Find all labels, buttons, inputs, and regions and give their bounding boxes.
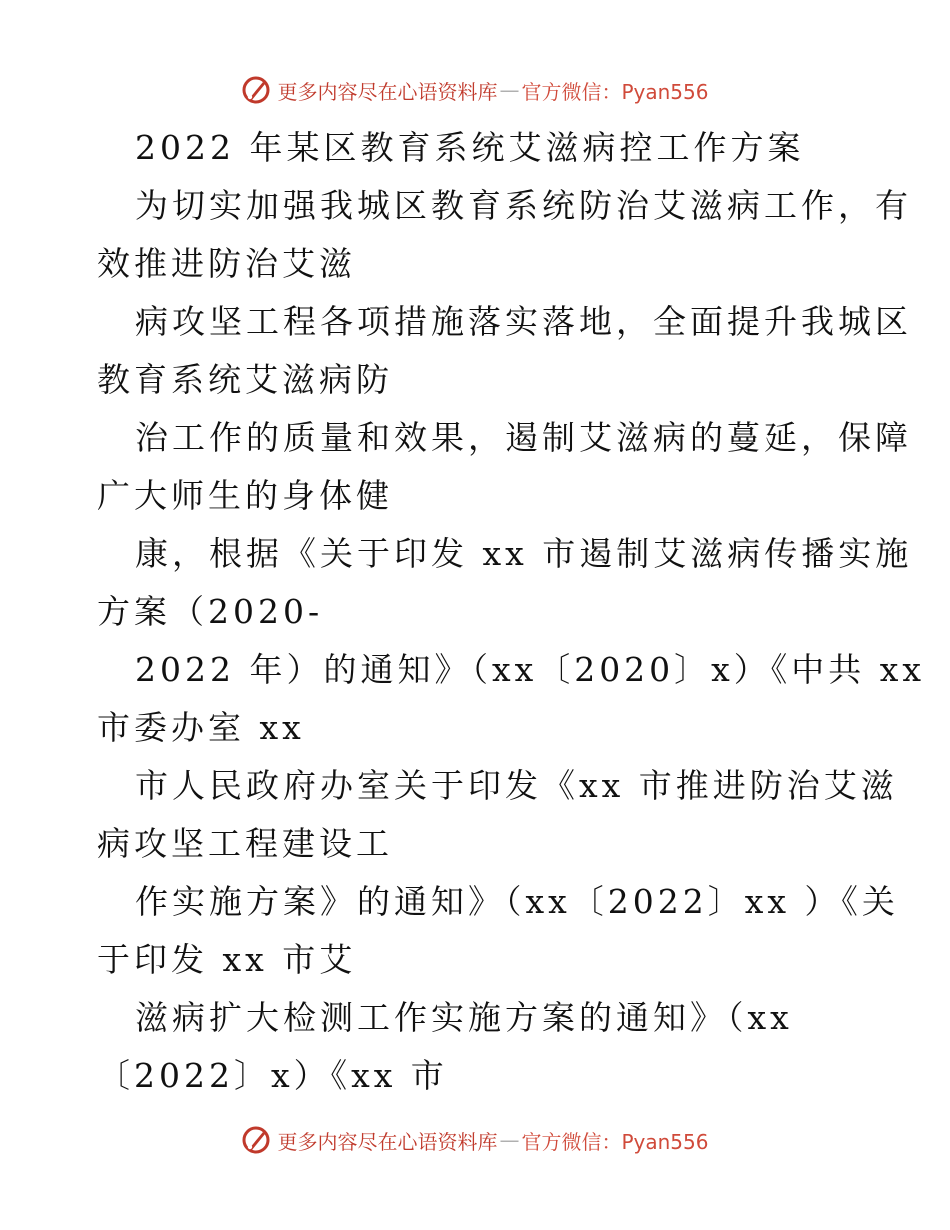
text-line: 作实施方案》的通知》（xx〔2022〕xx ）《关	[135, 882, 899, 921]
banner-wechat: 官方微信：Pyan556	[521, 79, 709, 104]
quill-logo-icon	[241, 1125, 271, 1155]
document-title: 2022 年某区教育系统艾滋病控工作方案	[135, 128, 805, 167]
text-line: 方案（2020-	[97, 592, 324, 631]
text-line: 效推进防治艾滋	[97, 244, 356, 283]
banner-title: 更多内容尽在心语资料库	[277, 79, 498, 104]
text-line: 市人民政府办室关于印发《xx 市推进防治艾滋	[135, 766, 898, 805]
banner-wechat: 官方微信：Pyan556	[521, 1129, 709, 1154]
quill-logo-icon	[241, 75, 271, 105]
banner-separator: —	[499, 78, 520, 102]
header-watermark-banner	[0, 70, 950, 110]
text-line: 康，根据《关于印发 xx 市遏制艾滋病传播实施	[135, 534, 913, 573]
text-line: 2022 年）的通知》（xx〔2020〕x）《中共 xx	[135, 650, 925, 689]
text-line: 市委办室 xx	[97, 708, 305, 747]
text-line: 治工作的质量和效果，遏制艾滋病的蔓延，保障	[135, 418, 912, 457]
text-line: 病攻坚工程各项措施落实落地，全面提升我城区	[135, 302, 912, 341]
text-line: 病攻坚工程建设工	[97, 824, 393, 863]
footer-watermark-banner	[0, 1120, 950, 1160]
text-line: 于印发 xx 市艾	[97, 940, 357, 979]
text-line: 〔2022〕x）《xx 市	[97, 1056, 448, 1095]
text-line: 教育系统艾滋病防	[97, 360, 393, 399]
text-line: 滋病扩大检测工作实施方案的通知》（xx	[135, 998, 793, 1037]
banner-separator: —	[499, 1128, 520, 1152]
text-line: 广大师生的身体健	[97, 476, 393, 515]
banner-title: 更多内容尽在心语资料库	[277, 1129, 498, 1154]
text-line: 为切实加强我城区教育系统防治艾滋病工作，有	[135, 186, 912, 225]
